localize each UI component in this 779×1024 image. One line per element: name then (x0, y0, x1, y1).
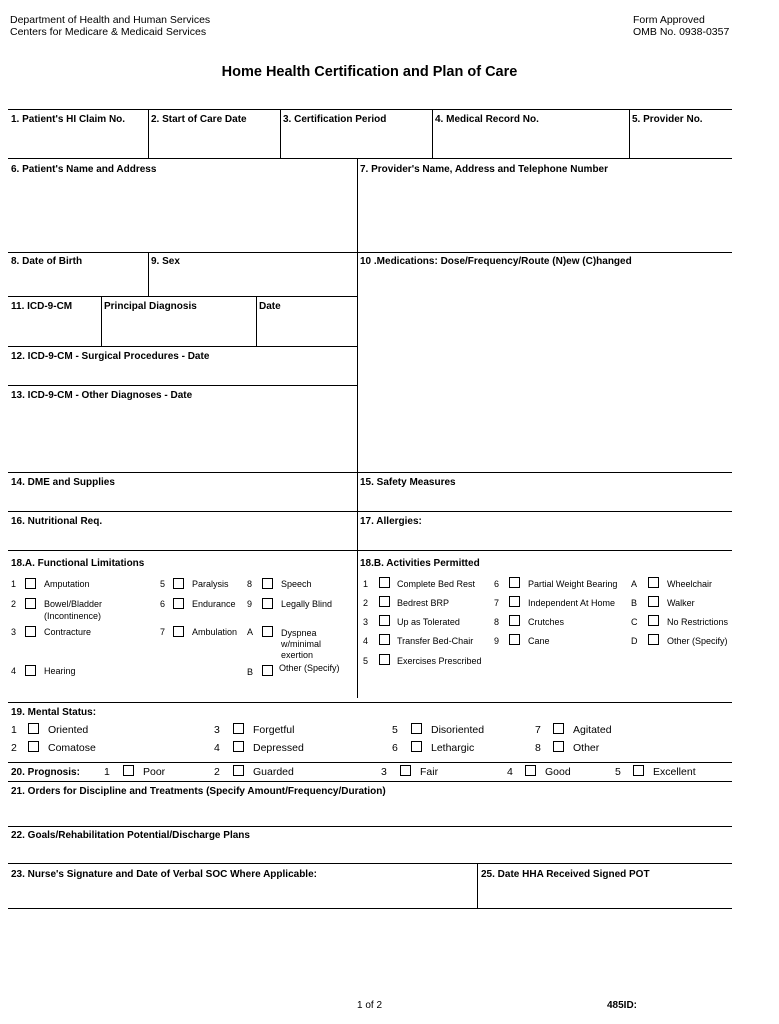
fl-num: 6 (160, 599, 166, 609)
field-3-label: 3. Certification Period (283, 114, 387, 125)
fl-checkbox-bowel-bladder[interactable] (25, 598, 36, 609)
pg-label: Good (545, 766, 571, 778)
fl-label: w/minimal (281, 639, 322, 649)
field-4-label: 4. Medical Record No. (435, 114, 539, 125)
nurse-signature-input[interactable] (9, 883, 475, 906)
pg-checkbox-guarded[interactable] (233, 765, 244, 776)
ms-checkbox-agitated[interactable] (553, 723, 564, 734)
pg-num: 3 (381, 766, 387, 778)
pg-label: Excellent (653, 766, 696, 778)
fl-checkbox-hearing[interactable] (25, 665, 36, 676)
ap-label: Crutches (528, 617, 565, 627)
fl-num: 9 (247, 599, 253, 609)
fl-checkbox-contracture[interactable] (25, 626, 36, 637)
ap-num: A (631, 579, 638, 589)
ap-checkbox-bedrest-brp[interactable] (379, 596, 390, 607)
pg-checkbox-fair[interactable] (400, 765, 411, 776)
field-25-label: 25. Date HHA Received Signed POT (481, 869, 650, 880)
field-6-label: 6. Patient's Name and Address (11, 164, 157, 175)
ap-label: Independent At Home (528, 598, 616, 608)
ms-label: Other (573, 742, 600, 754)
fl-label: Speech (281, 579, 312, 589)
ms-num: 3 (214, 724, 220, 736)
ap-num: C (631, 617, 638, 627)
diagnosis-date-label: Date (259, 301, 281, 312)
fl-num: 8 (247, 579, 253, 589)
ms-checkbox-other[interactable] (553, 741, 564, 752)
claim-number-input[interactable] (9, 128, 147, 156)
ap-checkbox-cane[interactable] (509, 634, 520, 645)
goals-input[interactable] (9, 843, 731, 861)
ap-label: Partial Weight Bearing (528, 579, 618, 589)
ms-checkbox-forgetful[interactable] (233, 723, 244, 734)
field-8-label: 8. Date of Birth (11, 256, 83, 267)
fl-label: Other (Specify) (279, 663, 340, 673)
fl-checkbox-endurance[interactable] (173, 598, 184, 609)
fl-num: 5 (160, 579, 166, 589)
fl-checkbox-paralysis[interactable] (173, 578, 184, 589)
ms-num: 1 (11, 724, 17, 736)
provider-number-input[interactable] (630, 128, 730, 156)
pg-num: 5 (615, 766, 621, 778)
safety-measures-input[interactable] (359, 490, 731, 509)
medications-input[interactable] (359, 270, 731, 470)
form-approved: Form Approved (633, 14, 705, 26)
ap-num: 8 (494, 617, 500, 627)
principal-diagnosis-input[interactable] (102, 315, 255, 344)
ms-checkbox-disoriented[interactable] (411, 723, 422, 734)
ap-label: Cane (528, 636, 550, 646)
ms-num: 5 (392, 724, 398, 736)
patient-name-address-input[interactable] (9, 178, 355, 250)
ap-checkbox-walker[interactable] (648, 596, 659, 607)
ap-checkbox-exercises-prescribed[interactable] (379, 654, 390, 665)
fl-label: (Incontinence) (44, 611, 102, 621)
field-21-label: 21. Orders for Discipline and Treatments (Specify Amount/Frequency/Duration) (11, 786, 386, 797)
ms-label: Forgetful (253, 724, 295, 736)
fl-checkbox-amputation[interactable] (25, 578, 36, 589)
field-2-label: 2. Start of Care Date (151, 114, 247, 125)
ap-label: Bedrest BRP (397, 598, 450, 608)
field-13-label: 13. ICD-9-CM - Other Diagnoses - Date (11, 390, 193, 401)
provider-name-address-input[interactable] (359, 178, 731, 250)
fl-checkbox-legally-blind[interactable] (262, 598, 273, 609)
pg-checkbox-excellent[interactable] (633, 765, 644, 776)
fl-label: Paralysis (192, 579, 229, 589)
ap-checkbox-crutches[interactable] (509, 615, 520, 626)
ap-checkbox-transfer-bed-chair[interactable] (379, 634, 390, 645)
ap-num: 6 (494, 579, 500, 589)
principal-diagnosis-label: Principal Diagnosis (104, 301, 197, 312)
field-16-label: 16. Nutritional Req. (11, 516, 103, 527)
surgical-procedures-input[interactable] (9, 364, 355, 383)
field-11-label: 11. ICD-9-CM (11, 301, 73, 312)
ms-label: Oriented (48, 724, 89, 736)
ap-label: Transfer Bed-Chair (397, 636, 474, 646)
ap-label: Walker (667, 598, 695, 608)
pg-label: Poor (143, 766, 166, 778)
field-18a-label: 18.A. Functional Limitations (11, 558, 145, 569)
ap-checkbox-other[interactable] (648, 634, 659, 645)
ap-num: 7 (494, 598, 500, 608)
fl-num: 3 (11, 627, 17, 637)
field-23-label: 23. Nurse's Signature and Date of Verbal SOC Where Applicable: (11, 869, 317, 880)
orders-input[interactable] (9, 799, 731, 824)
field-12-label: 12. ICD-9-CM - Surgical Procedures - Date (11, 351, 210, 362)
fl-checkbox-speech[interactable] (262, 578, 273, 589)
other-diagnoses-input[interactable] (9, 404, 355, 470)
fl-label: Hearing (44, 666, 76, 676)
ms-checkbox-lethargic[interactable] (411, 741, 422, 752)
agency-line-1: Department of Health and Human Services (10, 14, 211, 26)
ap-label: Wheelchair (667, 579, 713, 589)
field-22-label: 22. Goals/Rehabilitation Potential/Discharge Plans (11, 830, 250, 841)
ap-checkbox-partial-weight-bearing[interactable] (509, 577, 520, 588)
ap-label: Exercises Prescribed (397, 656, 482, 666)
fl-label: Amputation (44, 579, 90, 589)
fl-num: B (247, 667, 254, 677)
agency-line-2: Centers for Medicare & Medicaid Services (10, 26, 207, 38)
ap-num: 4 (363, 636, 369, 646)
ms-label: Lethargic (431, 742, 475, 754)
ap-num: 2 (363, 598, 369, 608)
fl-num: 1 (11, 579, 17, 589)
field-5-label: 5. Provider No. (632, 114, 703, 125)
medical-record-input[interactable] (433, 128, 628, 156)
ms-label: Disoriented (431, 724, 485, 736)
ms-num: 8 (535, 742, 541, 754)
field-7-label: 7. Provider's Name, Address and Telephone Number (360, 164, 609, 175)
page-number: 1 of 2 (357, 1000, 383, 1011)
field-15-label: 15. Safety Measures (360, 477, 456, 488)
dme-supplies-input[interactable] (9, 490, 355, 509)
icd-code-input[interactable] (9, 315, 99, 344)
form-id: 485ID: (607, 1000, 638, 1011)
field-17-label: 17. Allergies: (360, 516, 422, 527)
ap-label: Up as Tolerated (397, 617, 460, 627)
ap-checkbox-up-as-tolerated[interactable] (379, 615, 390, 626)
field-19-label: 19. Mental Status: (11, 707, 97, 718)
ap-num: 3 (363, 617, 369, 627)
sex-input[interactable] (149, 270, 355, 294)
pg-num: 1 (104, 766, 110, 778)
ap-label: Complete Bed Rest (397, 579, 476, 589)
form-title: Home Health Certification and Plan of Care (221, 64, 518, 80)
pg-checkbox-good[interactable] (525, 765, 536, 776)
field-1-label: 1. Patient's HI Claim No. (11, 114, 126, 125)
ap-checkbox-independent-at-home[interactable] (509, 596, 520, 607)
fl-num: A (247, 627, 254, 637)
ap-num: 1 (363, 579, 369, 589)
omb-number: OMB No. 0938-0357 (633, 26, 730, 38)
ap-num: B (631, 598, 638, 608)
ap-label: Other (Specify) (667, 636, 728, 646)
ms-checkbox-depressed[interactable] (233, 741, 244, 752)
nutritional-req-input[interactable] (9, 529, 355, 548)
ap-num: D (631, 636, 638, 646)
fl-num: 4 (11, 666, 17, 676)
fl-checkbox-other[interactable] (262, 665, 273, 676)
date-received-input[interactable] (479, 883, 731, 906)
field-20-label: 20. Prognosis: (11, 767, 80, 778)
pg-num: 4 (507, 766, 513, 778)
pg-num: 2 (214, 766, 220, 778)
ms-label: Comatose (48, 742, 96, 754)
fl-checkbox-ambulation[interactable] (173, 626, 184, 637)
fl-label: Contracture (44, 627, 92, 637)
field-9-label: 9. Sex (151, 256, 180, 267)
ms-num: 2 (11, 742, 17, 754)
fl-label: Legally Blind (281, 599, 333, 609)
ms-label: Depressed (253, 742, 304, 754)
ms-checkbox-oriented[interactable] (28, 723, 39, 734)
fl-label: exertion (281, 650, 314, 660)
fl-label: Endurance (192, 599, 236, 609)
fl-num: 7 (160, 627, 166, 637)
ap-checkbox-no-restrictions[interactable] (648, 615, 659, 626)
ap-num: 9 (494, 636, 500, 646)
ms-num: 4 (214, 742, 220, 754)
field-18b-label: 18.B. Activities Permitted (360, 558, 480, 569)
field-10-label: 10 .Medications: Dose/Frequency/Route (N)ew (C)hanged (360, 256, 632, 267)
pg-label: Fair (420, 766, 439, 778)
diagnosis-date-input[interactable] (257, 315, 355, 344)
ap-checkbox-wheelchair[interactable] (648, 577, 659, 588)
certification-period-input[interactable] (281, 128, 431, 156)
ms-num: 7 (535, 724, 541, 736)
ms-num: 6 (392, 742, 398, 754)
pg-checkbox-poor[interactable] (123, 765, 134, 776)
fl-checkbox-dyspnea[interactable] (262, 626, 273, 637)
ms-checkbox-comatose[interactable] (28, 741, 39, 752)
allergies-input[interactable] (430, 515, 730, 534)
field-14-label: 14. DME and Supplies (11, 477, 115, 488)
fl-label: Bowel/Bladder (44, 599, 103, 609)
fl-label: Dyspnea (281, 628, 317, 638)
ms-label: Agitated (573, 724, 612, 736)
ap-checkbox-complete-bed-rest[interactable] (379, 577, 390, 588)
fl-num: 2 (11, 599, 17, 609)
ap-num: 5 (363, 656, 369, 666)
start-of-care-input[interactable] (149, 128, 279, 156)
pg-label: Guarded (253, 766, 294, 778)
fl-label: Ambulation (192, 627, 238, 637)
ap-label: No Restrictions (667, 617, 729, 627)
date-of-birth-input[interactable] (9, 270, 147, 294)
